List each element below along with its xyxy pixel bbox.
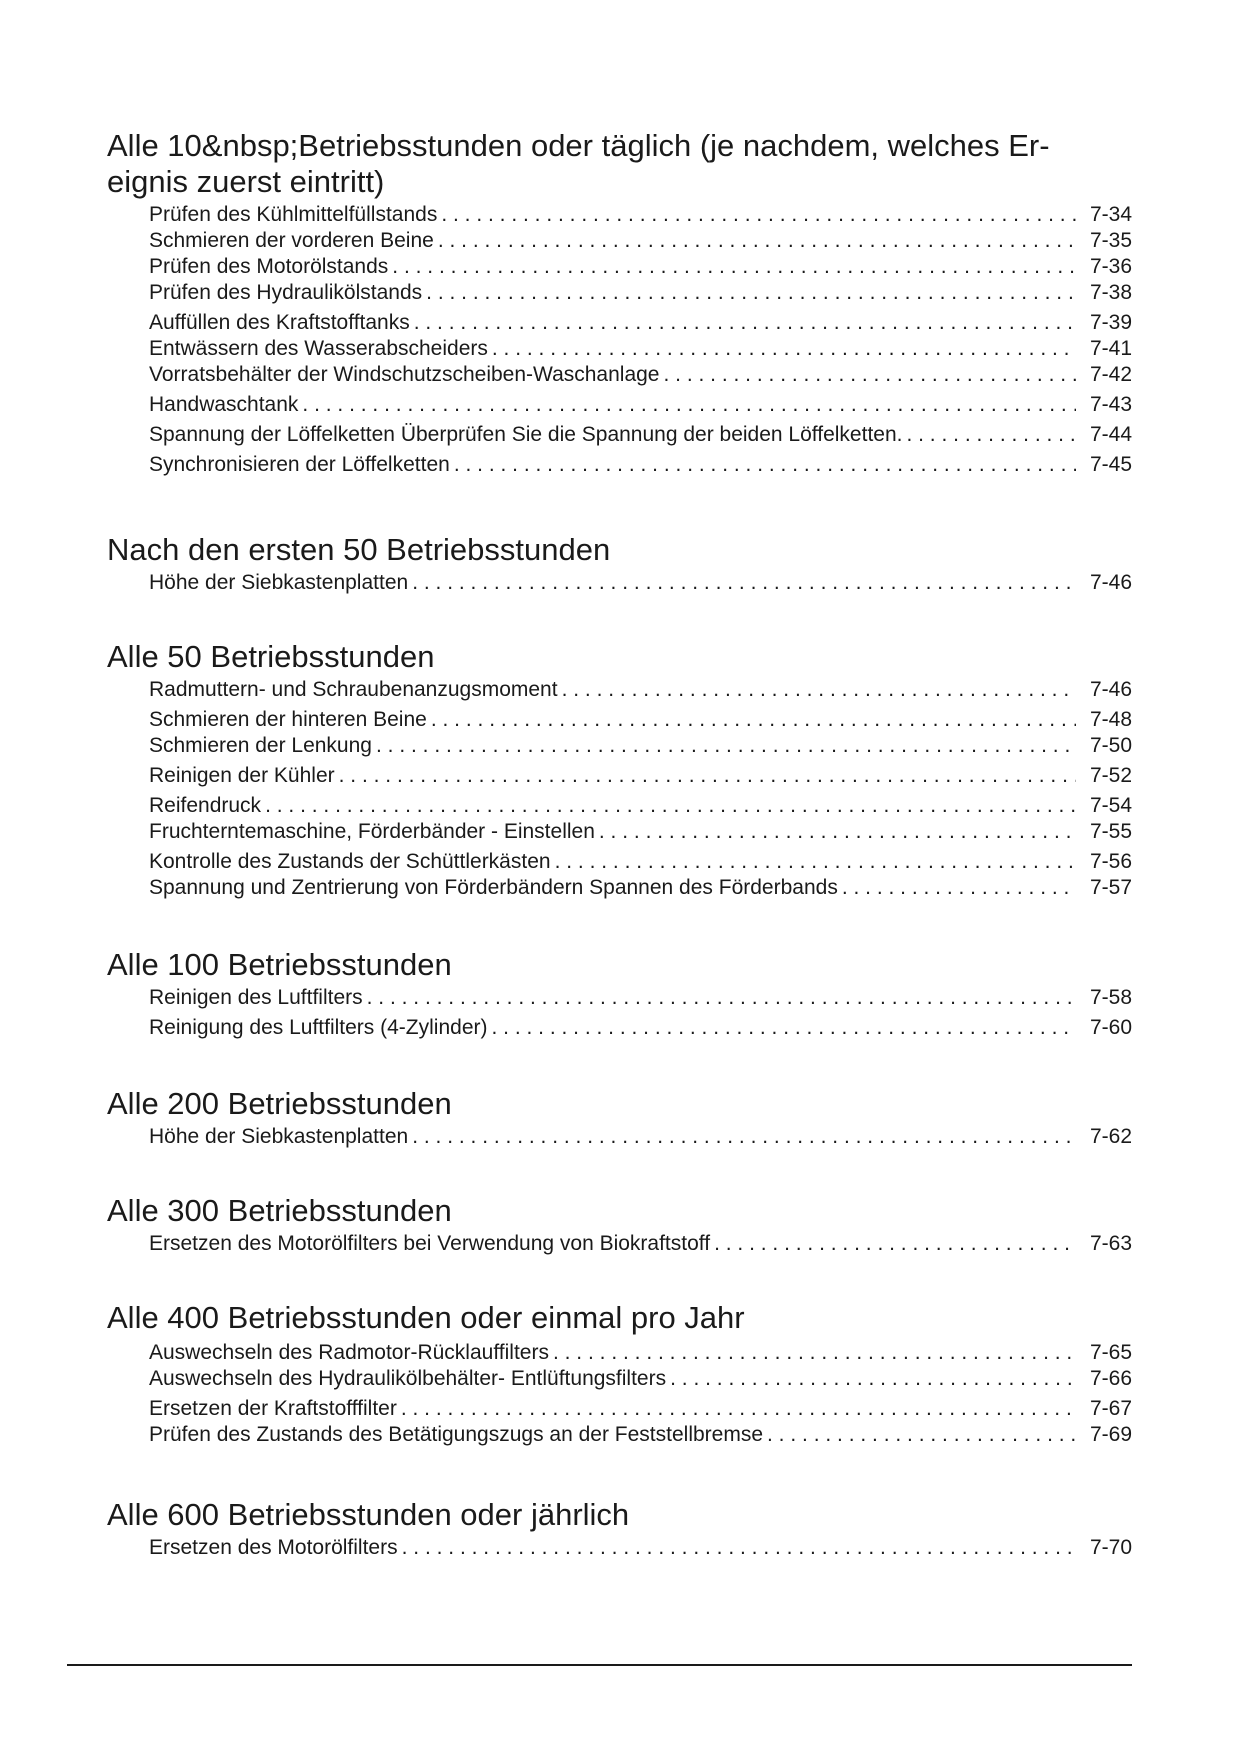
dot-leader bbox=[412, 570, 1076, 596]
dot-leader bbox=[767, 1422, 1076, 1448]
toc-section-600h bbox=[107, 1497, 1132, 1561]
toc-entry-label: Kontrolle des Zustands der Schüttlerkästen bbox=[149, 850, 551, 873]
dot-leader bbox=[412, 1124, 1076, 1150]
toc-entry[interactable] bbox=[149, 570, 1132, 596]
toc-entry-page: 7-55 bbox=[1089, 820, 1132, 843]
toc-entry[interactable] bbox=[149, 677, 1132, 703]
toc-entry-label: Auswechseln des Radmotor-Rücklauffilters bbox=[149, 1341, 549, 1364]
dot-leader bbox=[670, 1366, 1076, 1392]
toc-section-200h bbox=[107, 1086, 1132, 1150]
toc-entry-page: 7-38 bbox=[1089, 281, 1132, 304]
toc-entry-label: Höhe der Siebkastenplatten bbox=[149, 571, 409, 594]
toc-entry-page: 7-42 bbox=[1089, 363, 1132, 386]
toc-entry-list bbox=[149, 1340, 1132, 1448]
toc-entry[interactable] bbox=[149, 1396, 1132, 1422]
toc-entry-page: 7-39 bbox=[1089, 311, 1132, 334]
section-title: Alle 600 Betriebsstunden oder jährlich bbox=[107, 1497, 630, 1532]
toc-entry-label: Ersetzen des Motorölfilters bbox=[149, 1536, 398, 1559]
toc-entry[interactable] bbox=[149, 875, 1132, 901]
section-title: Alle 50 Betriebsstunden bbox=[107, 639, 435, 674]
toc-entry-page: 7-60 bbox=[1089, 1016, 1132, 1039]
toc-entry[interactable] bbox=[149, 819, 1132, 845]
toc-section-10h bbox=[107, 128, 1132, 478]
dot-leader bbox=[599, 819, 1076, 845]
toc-entry-list bbox=[149, 202, 1132, 478]
toc-entry-page: 7-44 bbox=[1089, 423, 1132, 446]
toc-entry-page: 7-50 bbox=[1089, 734, 1132, 757]
toc-entry-list bbox=[149, 1231, 1132, 1257]
toc-entry-label: Ersetzen des Motorölfilters bei Verwendung von Biokraftstoff bbox=[149, 1232, 711, 1255]
toc-entry-page: 7-46 bbox=[1089, 678, 1132, 701]
dot-leader bbox=[265, 793, 1076, 819]
toc-entry[interactable] bbox=[149, 202, 1132, 228]
dot-leader bbox=[492, 336, 1076, 362]
toc-entry-page: 7-36 bbox=[1089, 255, 1132, 278]
dot-leader bbox=[553, 1340, 1076, 1366]
dot-leader bbox=[664, 362, 1077, 388]
toc-entry[interactable] bbox=[149, 793, 1132, 819]
toc-entry-label: Entwässern des Wasserabscheiders bbox=[149, 337, 488, 360]
toc-entry-list bbox=[149, 1124, 1132, 1150]
toc-entry-page: 7-63 bbox=[1089, 1232, 1132, 1255]
dot-leader bbox=[714, 1231, 1076, 1257]
toc-entry-page: 7-46 bbox=[1089, 571, 1132, 594]
toc-entry[interactable] bbox=[149, 362, 1132, 388]
toc-entry-label: Schmieren der hinteren Beine bbox=[149, 708, 427, 731]
toc-entry-label: Vorratsbehälter der Windschutzscheiben-Waschanlage bbox=[149, 363, 660, 386]
toc-entry[interactable] bbox=[149, 422, 1132, 448]
toc-entry-list bbox=[149, 985, 1132, 1041]
section-title bbox=[107, 128, 1132, 200]
toc-entry-label: Prüfen des Motorölstands bbox=[149, 255, 389, 278]
dot-leader bbox=[376, 733, 1076, 759]
toc-entry[interactable] bbox=[149, 1535, 1132, 1561]
toc-entry-page: 7-35 bbox=[1089, 229, 1132, 252]
toc-entry-label: Prüfen des Kühlmittelfüllstands bbox=[149, 203, 438, 226]
toc-entry[interactable] bbox=[149, 1015, 1132, 1041]
toc-entry-label: Spannung und Zentrierung von Förderbändern Spannen des Förderbands bbox=[149, 876, 838, 899]
section-title: Alle 100 Betriebsstunden bbox=[107, 947, 452, 982]
toc-entry-page: 7-62 bbox=[1089, 1125, 1132, 1148]
toc-entry[interactable] bbox=[149, 392, 1132, 418]
toc-entry-label: Radmuttern- und Schraubenanzugsmoment bbox=[149, 678, 558, 701]
toc-entry-label: Handwaschtank bbox=[149, 393, 299, 416]
toc-entry-label: Synchronisieren der Löffelketten bbox=[149, 453, 450, 476]
toc-entry-page: 7-34 bbox=[1089, 203, 1132, 226]
toc-entry-list bbox=[149, 570, 1132, 596]
dot-leader bbox=[339, 763, 1076, 789]
section-title-line-2: eignis zuerst eintritt) bbox=[107, 164, 385, 199]
dot-leader bbox=[367, 985, 1076, 1011]
toc-entry[interactable] bbox=[149, 707, 1132, 733]
toc-entry[interactable] bbox=[149, 1231, 1132, 1257]
toc-entry-label: Auffüllen des Kraftstofftanks bbox=[149, 311, 410, 334]
toc-entry[interactable] bbox=[149, 1340, 1132, 1366]
toc-entry-label: Reinigung des Luftfilters (4-Zylinder) bbox=[149, 1016, 488, 1039]
toc-entry[interactable] bbox=[149, 254, 1132, 280]
dot-leader bbox=[402, 1535, 1076, 1561]
dot-leader bbox=[842, 875, 1076, 901]
toc-entry-page: 7-58 bbox=[1089, 986, 1132, 1009]
toc-entry-label: Reinigen des Luftfilters bbox=[149, 986, 363, 1009]
toc-entry-label: Fruchterntemaschine, Förderbänder - Einstellen bbox=[149, 820, 595, 843]
toc-entry-label: Ersetzen der Kraftstofffilter bbox=[149, 1397, 397, 1420]
dot-leader bbox=[302, 392, 1076, 418]
toc-entry[interactable] bbox=[149, 280, 1132, 306]
dot-leader bbox=[555, 849, 1076, 875]
toc-entry-page: 7-54 bbox=[1089, 794, 1132, 817]
toc-entry-page: 7-43 bbox=[1089, 393, 1132, 416]
toc-section-400h bbox=[107, 1300, 1132, 1448]
toc-entry[interactable] bbox=[149, 733, 1132, 759]
toc-entry-label: Prüfen des Zustands des Betätigungszugs an der Feststellbremse bbox=[149, 1423, 764, 1446]
toc-entry[interactable] bbox=[149, 336, 1132, 362]
toc-entry-label: Schmieren der vorderen Beine bbox=[149, 229, 434, 252]
toc-entry[interactable] bbox=[149, 1124, 1132, 1150]
toc-entry-list bbox=[149, 677, 1132, 901]
section-title: Alle 400 Betriebsstunden oder einmal pro Jahr bbox=[107, 1300, 745, 1335]
section-title: Nach den ersten 50 Betriebsstunden bbox=[107, 532, 611, 567]
toc-entry[interactable] bbox=[149, 228, 1132, 254]
toc-section-300h bbox=[107, 1193, 1132, 1257]
dot-leader bbox=[906, 422, 1076, 448]
toc-section-50h bbox=[107, 639, 1132, 901]
dot-leader bbox=[441, 202, 1076, 228]
toc-entry-page: 7-56 bbox=[1089, 850, 1132, 873]
toc-entry-page: 7-67 bbox=[1089, 1397, 1132, 1420]
dot-leader bbox=[414, 310, 1076, 336]
toc-entry-label: Reifendruck bbox=[149, 794, 262, 817]
dot-leader bbox=[438, 228, 1076, 254]
toc-entry-list bbox=[149, 1535, 1132, 1561]
footer-rule bbox=[67, 1664, 1132, 1666]
section-title: Alle 300 Betriebsstunden bbox=[107, 1193, 452, 1228]
toc-entry-page: 7-66 bbox=[1089, 1367, 1132, 1390]
dot-leader bbox=[454, 452, 1076, 478]
toc-entry[interactable] bbox=[149, 763, 1132, 789]
dot-leader bbox=[392, 254, 1076, 280]
toc-entry-page: 7-52 bbox=[1089, 764, 1132, 787]
section-title: Alle 200 Betriebsstunden bbox=[107, 1086, 452, 1121]
toc-entry-label: Reinigen der Kühler bbox=[149, 764, 335, 787]
toc-entry-page: 7-48 bbox=[1089, 708, 1132, 731]
toc-entry-label: Höhe der Siebkastenplatten bbox=[149, 1125, 409, 1148]
toc-entry-label: Prüfen des Hydraulikölstands bbox=[149, 281, 423, 304]
toc-entry[interactable] bbox=[149, 452, 1132, 478]
toc-entry-page: 7-65 bbox=[1089, 1341, 1132, 1364]
toc-entry[interactable] bbox=[149, 1422, 1132, 1448]
toc-section-first-50h bbox=[107, 532, 1132, 596]
toc-entry-page: 7-45 bbox=[1089, 453, 1132, 476]
toc-entry[interactable] bbox=[149, 985, 1132, 1011]
toc-section-100h bbox=[107, 947, 1132, 1041]
toc-entry-label: Auswechseln des Hydraulikölbehälter- Entlüftungsfilters bbox=[149, 1367, 667, 1390]
dot-leader bbox=[431, 707, 1076, 733]
dot-leader bbox=[562, 677, 1076, 703]
toc-entry-page: 7-57 bbox=[1089, 876, 1132, 899]
toc-entry[interactable] bbox=[149, 310, 1132, 336]
toc-entry-page: 7-70 bbox=[1089, 1536, 1132, 1559]
section-title-line-1: Alle 10&nbsp;Betriebsstunden oder täglich (je nachdem, welches Er- bbox=[107, 128, 1050, 163]
toc-entry[interactable] bbox=[149, 1366, 1132, 1392]
dot-leader bbox=[401, 1396, 1076, 1422]
dot-leader bbox=[426, 280, 1076, 306]
toc-entry-page: 7-69 bbox=[1089, 1423, 1132, 1446]
toc-entry-page: 7-41 bbox=[1089, 337, 1132, 360]
toc-entry-label: Spannung der Löffelketten Überprüfen Sie die Spannung der beiden Löffelketten. bbox=[149, 423, 903, 446]
dot-leader bbox=[491, 1015, 1076, 1041]
toc-entry-label: Schmieren der Lenkung bbox=[149, 734, 372, 757]
toc-entry[interactable] bbox=[149, 849, 1132, 875]
